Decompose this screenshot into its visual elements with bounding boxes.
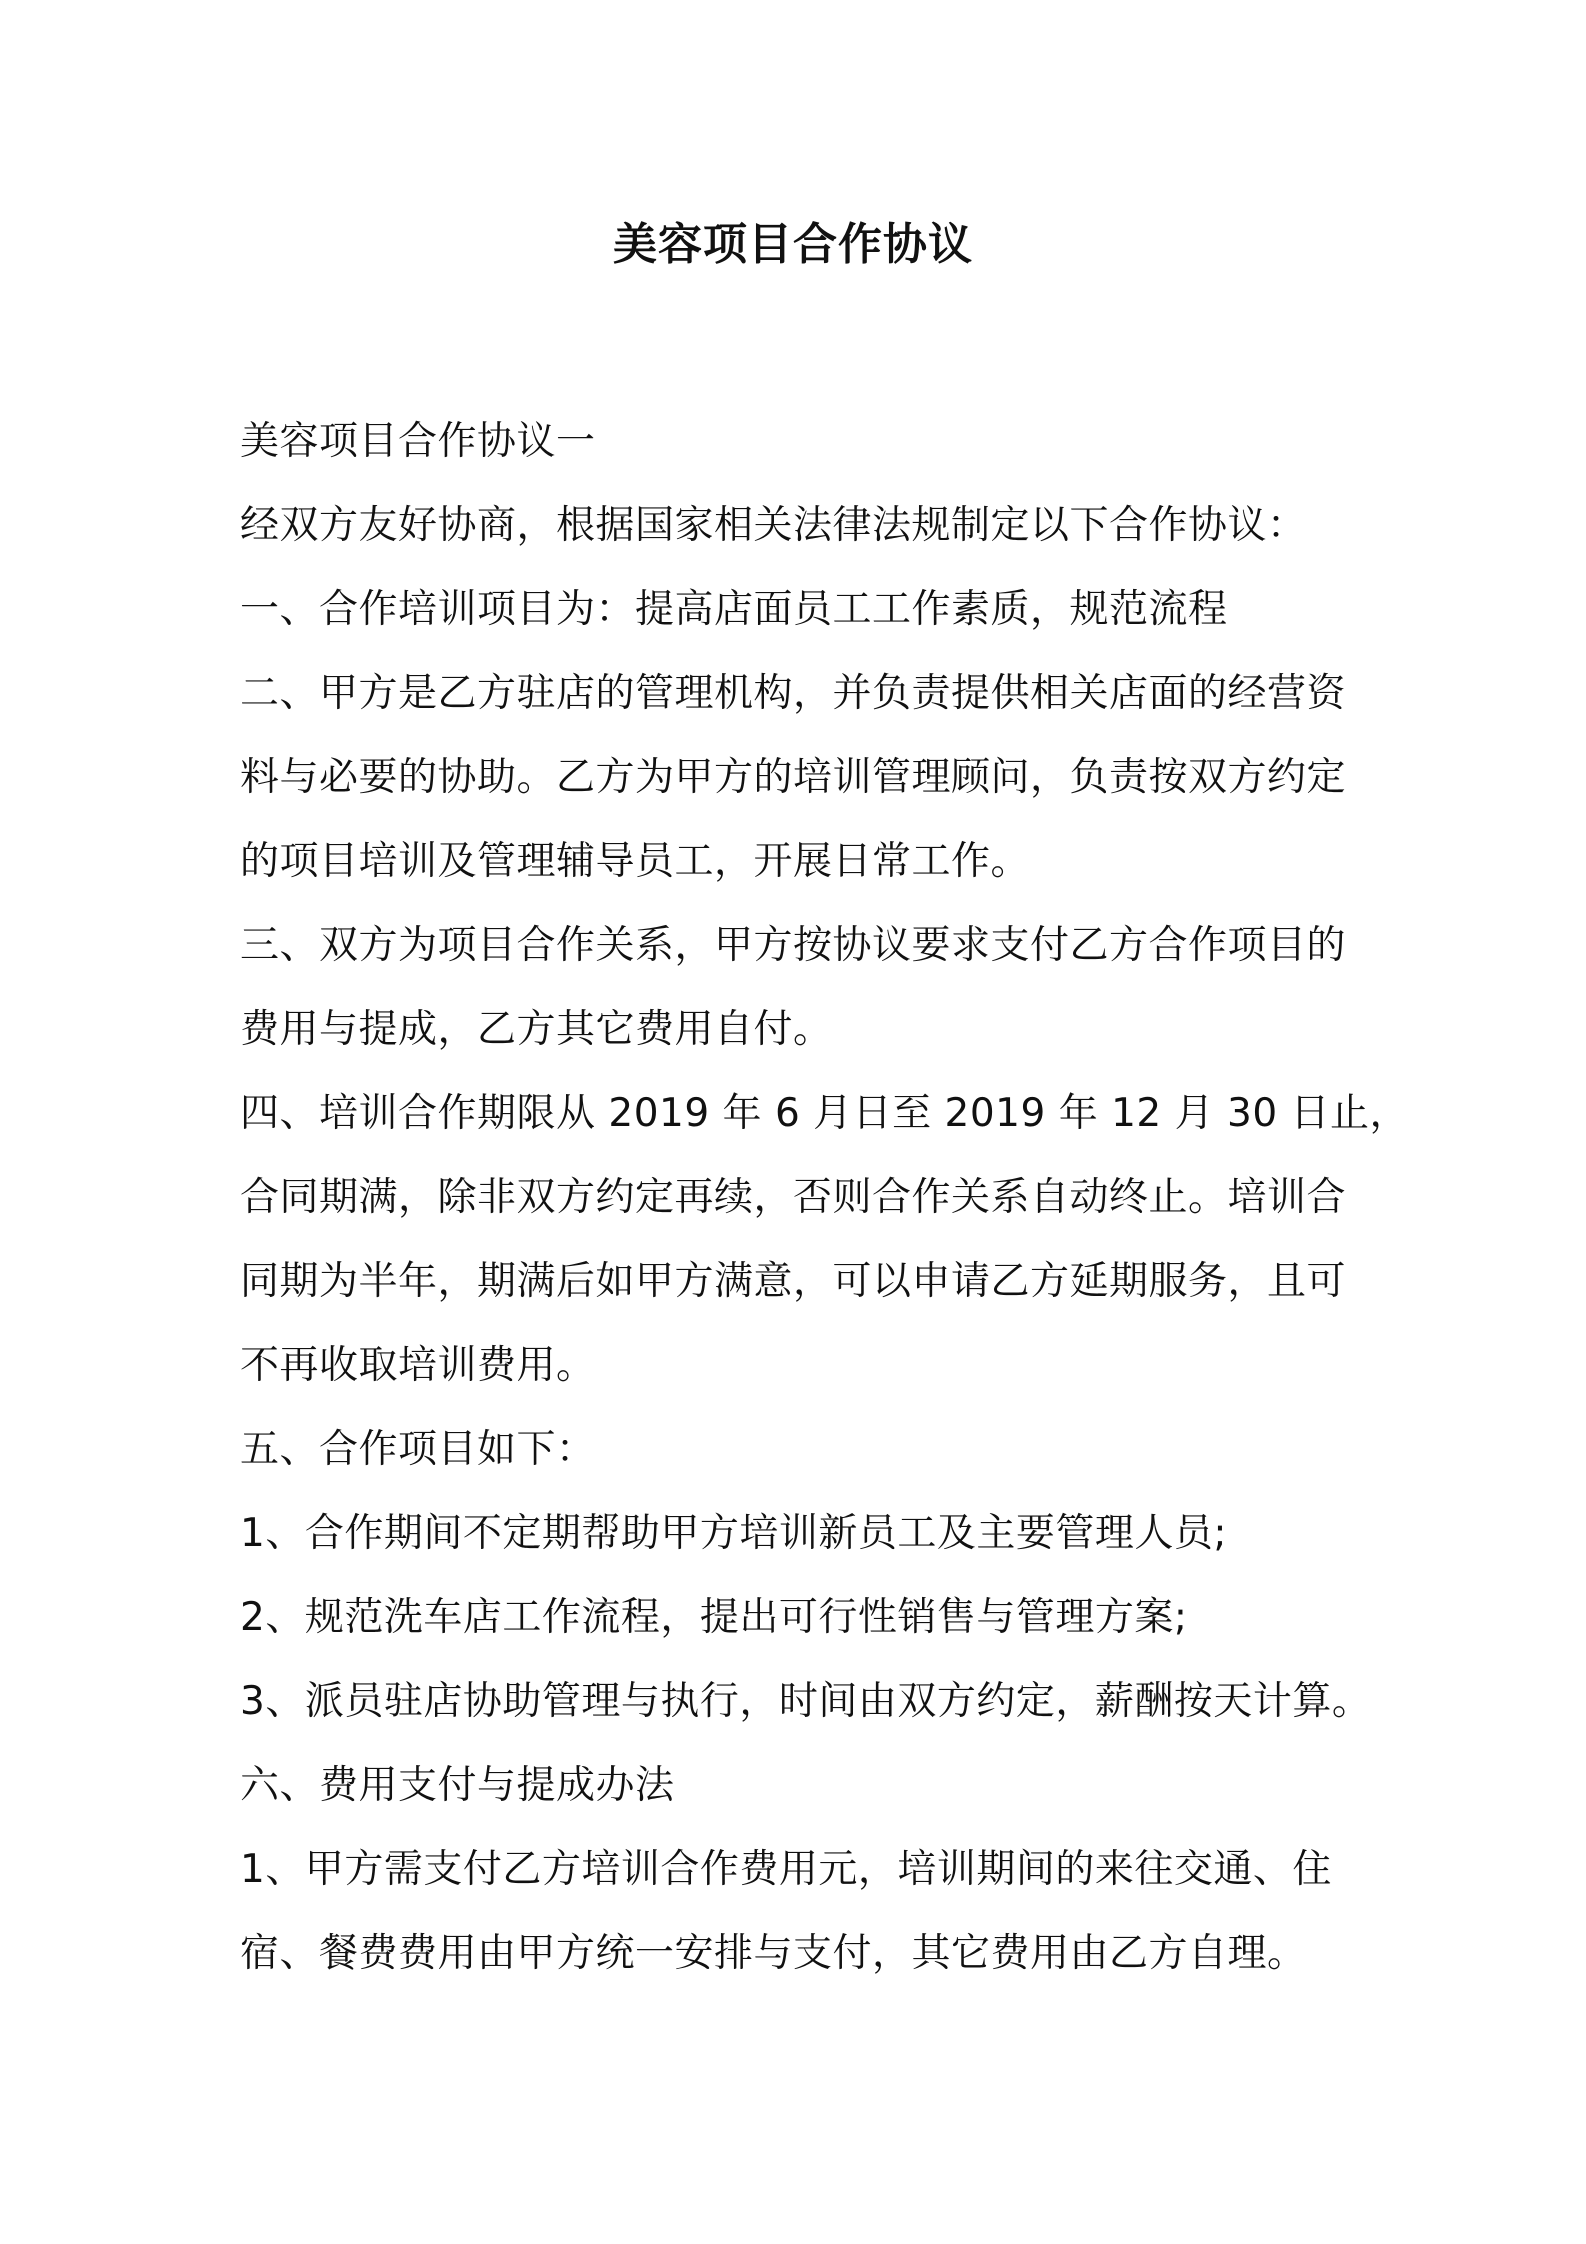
clause-5-item-1: 1、合作期间不定期帮助甲方培训新员工及主要管理人员; [240, 1511, 1227, 1556]
clause-4-line-4: 不再收取培训费用。 [240, 1343, 596, 1388]
clause-3-line-2: 费用与提成，乙方其它费用自付。 [240, 1007, 833, 1052]
clause-6-item-1-line-2: 宿、餐费费用由甲方统一安排与支付，其它费用由乙方自理。 [240, 1931, 1307, 1976]
clause-2-line-1: 二、甲方是乙方驻店的管理机构，并负责提供相关店面的经营资 [240, 671, 1347, 716]
clause-1-line: 一、合作培训项目为：提高店面员工工作素质，规范流程 [240, 587, 1228, 632]
clause-2-line-3: 的项目培训及管理辅导员工，开展日常工作。 [240, 839, 1031, 884]
preamble-line: 经双方友好协商，根据国家相关法律法规制定以下合作协议： [240, 503, 1307, 548]
clause-4-line-2: 合同期满，除非双方约定再续，否则合作关系自动终止。培训合 [240, 1175, 1347, 1220]
subtitle-line: 美容项目合作协议一 [240, 419, 596, 464]
clause-2-line-2: 料与必要的协助。乙方为甲方的培训管理顾问，负责按双方约定 [240, 755, 1347, 800]
clause-5-item-3: 3、派员驻店协助管理与执行，时间由双方约定，薪酬按天计算。 [240, 1679, 1372, 1724]
clause-4-line-3: 同期为半年，期满后如甲方满意，可以申请乙方延期服务，且可 [240, 1259, 1347, 1304]
clause-4-line-1: 四、培训合作期限从 2019 年 6 月日至 2019 年 12 月 30 日止， [240, 1091, 1410, 1136]
clause-6-item-1-line-1: 1、甲方需支付乙方培训合作费用元，培训期间的来往交通、住 [240, 1847, 1332, 1892]
clause-3-line-1: 三、双方为项目合作关系，甲方按协议要求支付乙方合作项目的 [240, 923, 1347, 968]
clause-5-heading: 五、合作项目如下： [240, 1427, 596, 1472]
clause-6-heading: 六、费用支付与提成办法 [240, 1763, 675, 1808]
document-body [240, 400, 1410, 1996]
document-title: 美容项目合作协议 [613, 219, 973, 270]
clause-5-item-2: 2、规范洗车店工作流程，提出可行性销售与管理方案; [240, 1595, 1188, 1640]
